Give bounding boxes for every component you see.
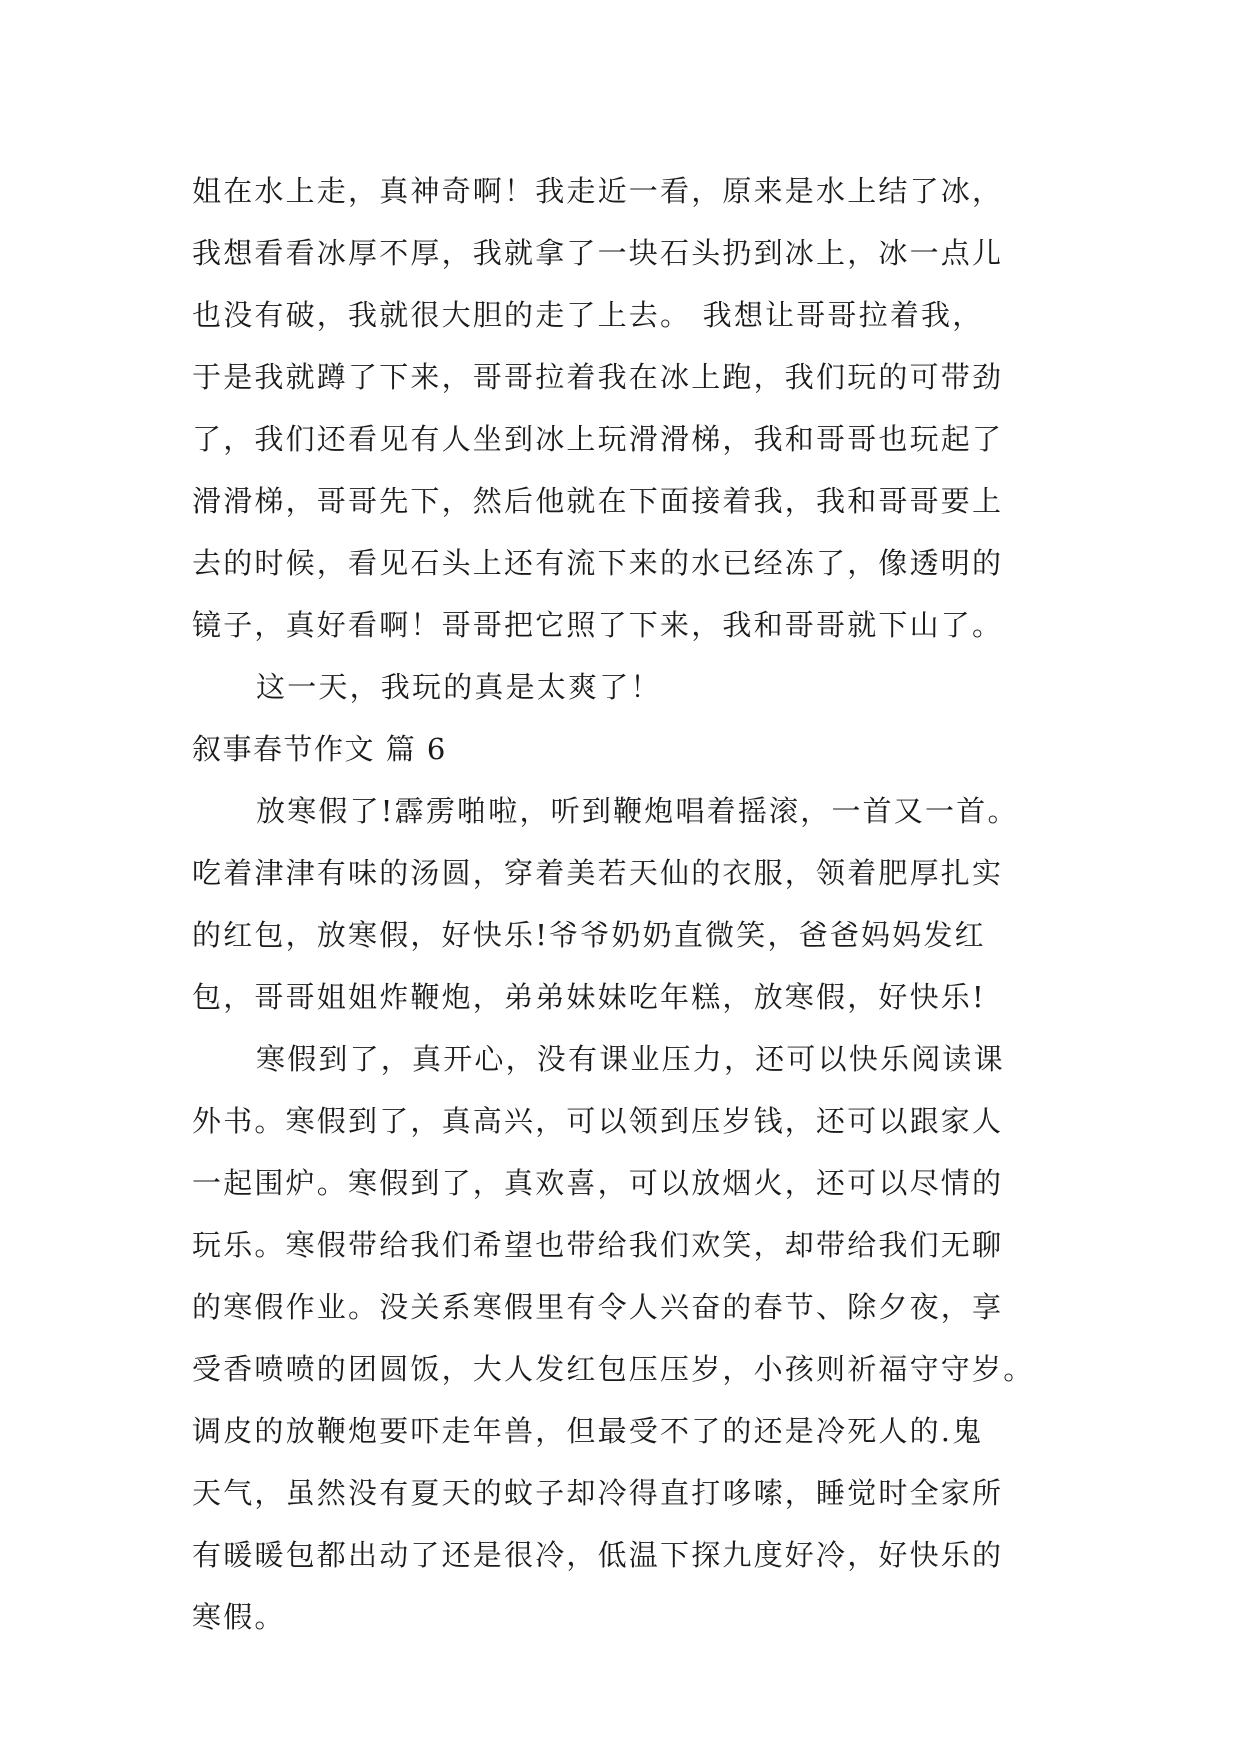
text-line: 包，哥哥姐姐炸鞭炮，弟弟妹妹吃年糕，放寒假，好快乐! xyxy=(192,980,986,1014)
text-line: 镜子，真好看啊！哥哥把它照了下来，我和哥哥就下山了。 xyxy=(192,608,1004,642)
document-body xyxy=(192,160,1072,1648)
text-line: 外书。寒假到了，真高兴，可以领到压岁钱，还可以跟家人 xyxy=(192,1104,1004,1138)
text-line: 的红包，放寒假，好快乐!爷爷奶奶直微笑，爸爸妈妈发红 xyxy=(192,918,986,952)
text-line: 也没有破，我就很大胆的走了上去。 我想让哥哥拉着我， xyxy=(192,298,984,332)
text-line: 了，我们还看见有人坐到冰上玩滑滑梯，我和哥哥也玩起了 xyxy=(192,422,1004,456)
text-line: 去的时候，看见石头上还有流下来的水已经冻了，像透明的 xyxy=(192,546,1004,580)
text-line: 寒假。 xyxy=(192,1600,286,1634)
text-line: 寒假到了，真开心，没有课业压力，还可以快乐阅读课 xyxy=(256,1042,1005,1076)
text-line: 调皮的放鞭炮要吓走年兽，但最受不了的还是冷死人的.鬼 xyxy=(192,1414,984,1448)
text-line: 的寒假作业。没关系寒假里有令人兴奋的春节、除夕夜，享 xyxy=(192,1290,1004,1324)
text-line: 一起围炉。寒假到了，真欢喜，可以放烟火，还可以尽情的 xyxy=(192,1166,1004,1200)
text-line: 滑滑梯，哥哥先下，然后他就在下面接着我，我和哥哥要上 xyxy=(192,484,1004,518)
text-line: 有暖暖包都出动了还是很冷，低温下探九度好冷，好快乐的 xyxy=(192,1538,1004,1572)
text-line: 吃着津津有味的汤圆，穿着美若天仙的衣服，领着肥厚扎实 xyxy=(192,856,1004,890)
text-line: 我想看看冰厚不厚，我就拿了一块石头扔到冰上，冰一点儿 xyxy=(192,236,1004,270)
text-line: 玩乐。寒假带给我们希望也带给我们欢笑，却带给我们无聊 xyxy=(192,1228,1004,1262)
text-line: 天气，虽然没有夏天的蚊子却冷得直打哆嗦，睡觉时全家所 xyxy=(192,1476,1004,1510)
section-heading: 叙事春节作文 篇 6 xyxy=(192,732,447,766)
text-line: 于是我就蹲了下来，哥哥拉着我在冰上跑，我们玩的可带劲 xyxy=(192,360,1004,394)
text-line: 放寒假了!霹雳啪啦，听到鞭炮唱着摇滚，一首又一首。 xyxy=(256,794,1019,828)
text-line: 受香喷喷的团圆饭，大人发红包压压岁，小孩则祈福守守岁。 xyxy=(192,1352,1035,1386)
text-line: 姐在水上走，真神奇啊！我走近一看，原来是水上结了冰， xyxy=(192,174,1004,208)
text-line: 这一天，我玩的真是太爽了！ xyxy=(256,670,662,704)
